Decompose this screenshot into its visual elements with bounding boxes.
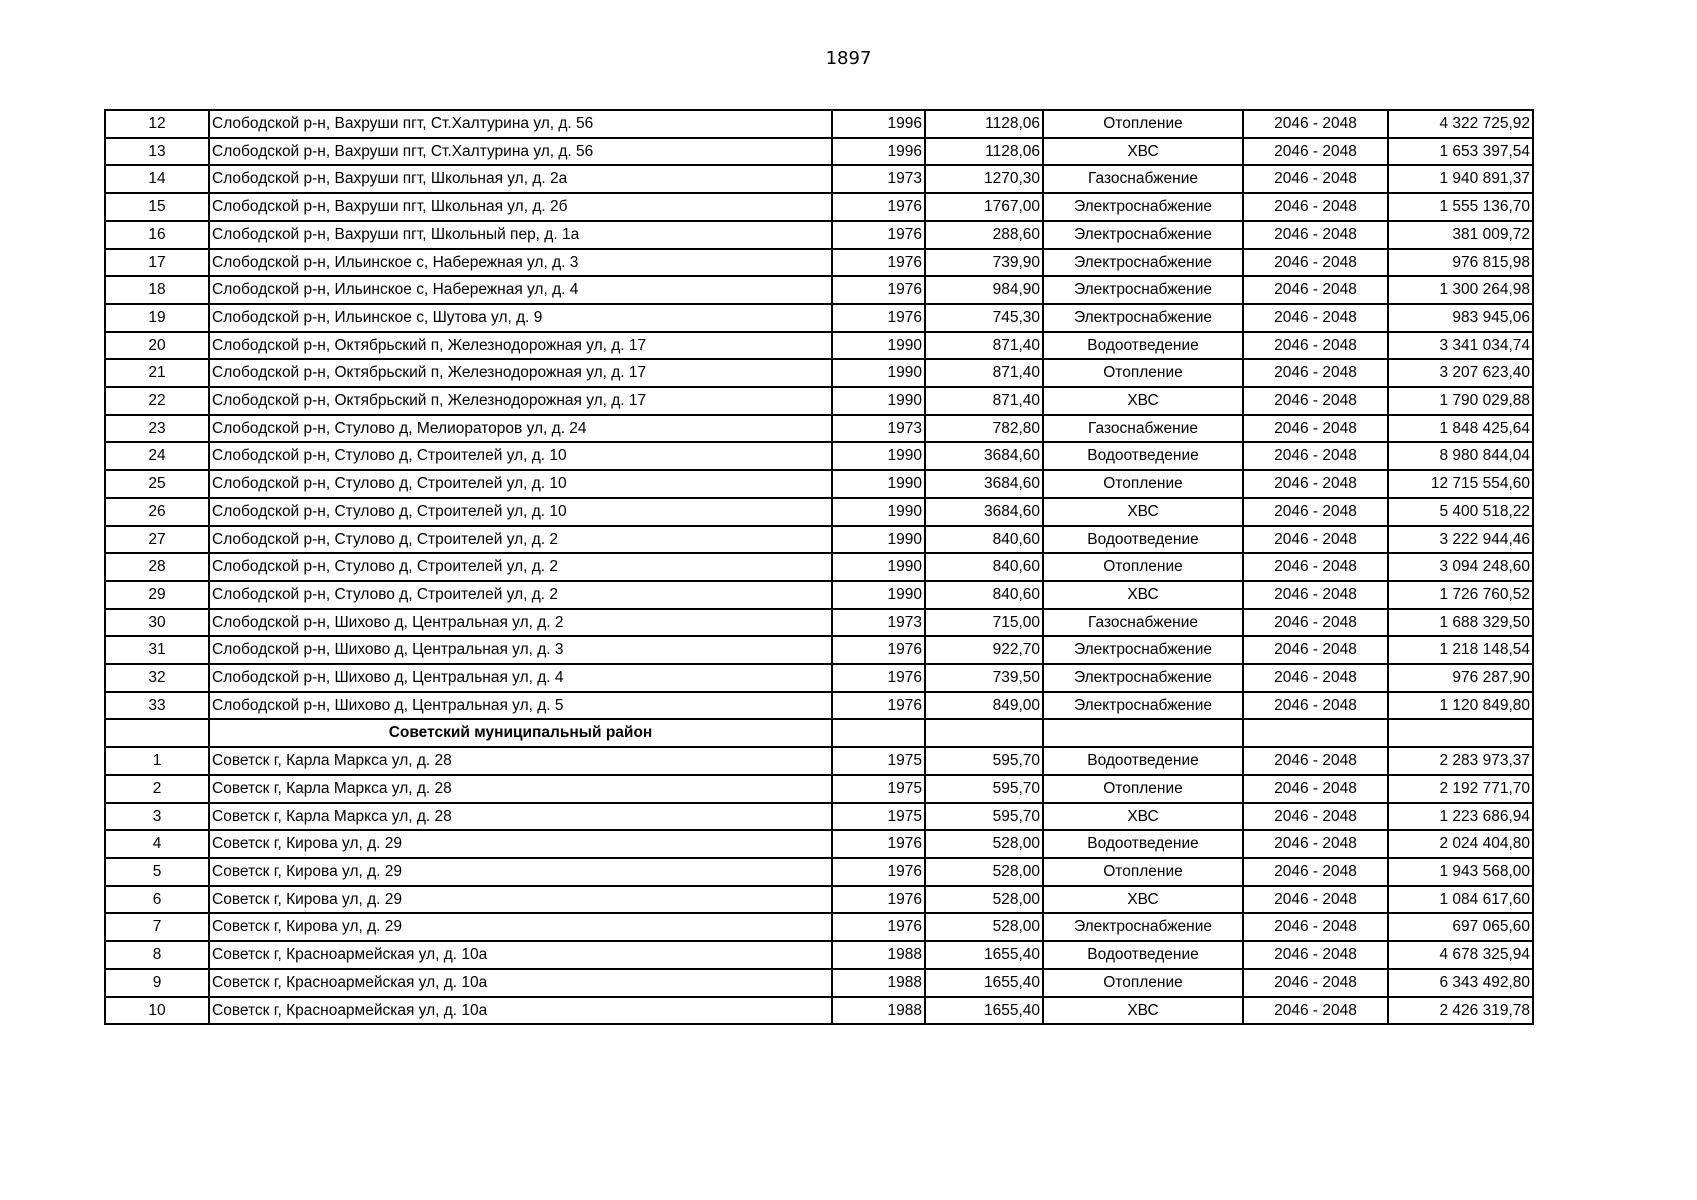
area-cell: 782,80 bbox=[925, 415, 1043, 443]
build-year-cell: 1976 bbox=[832, 221, 925, 249]
area-cell: 871,40 bbox=[925, 332, 1043, 360]
table-row bbox=[105, 387, 1533, 415]
build-year-cell: 1988 bbox=[832, 941, 925, 969]
work-type-cell: Электроснабжение bbox=[1043, 692, 1243, 720]
build-year-cell: 1996 bbox=[832, 138, 925, 166]
build-year-cell: 1990 bbox=[832, 359, 925, 387]
row-number bbox=[105, 719, 209, 747]
area-cell: 739,50 bbox=[925, 664, 1043, 692]
row-number: 7 bbox=[105, 913, 209, 941]
row-number: 10 bbox=[105, 997, 209, 1025]
work-type-cell: Газоснабжение bbox=[1043, 609, 1243, 637]
address-cell: Слободской р-н, Стулово д, Строителей ул, д. 10 bbox=[209, 470, 832, 498]
work-type-cell: Электроснабжение bbox=[1043, 193, 1243, 221]
build-year-cell: 1975 bbox=[832, 747, 925, 775]
period-cell: 2046 - 2048 bbox=[1243, 387, 1388, 415]
area-cell: 871,40 bbox=[925, 359, 1043, 387]
row-number: 19 bbox=[105, 304, 209, 332]
area-cell: 739,90 bbox=[925, 249, 1043, 277]
period-cell: 2046 - 2048 bbox=[1243, 498, 1388, 526]
cost-cell: 2 283 973,37 bbox=[1388, 747, 1533, 775]
table-row bbox=[105, 165, 1533, 193]
address-cell: Советск г, Кирова ул, д. 29 bbox=[209, 858, 832, 886]
build-year-cell: 1976 bbox=[832, 913, 925, 941]
table-row bbox=[105, 359, 1533, 387]
area-cell bbox=[925, 719, 1043, 747]
build-year-cell: 1976 bbox=[832, 886, 925, 914]
cost-cell: 12 715 554,60 bbox=[1388, 470, 1533, 498]
cost-cell: 3 207 623,40 bbox=[1388, 359, 1533, 387]
period-cell: 2046 - 2048 bbox=[1243, 969, 1388, 997]
address-cell: Слободской р-н, Стулово д, Строителей ул, д. 2 bbox=[209, 581, 832, 609]
address-cell: Советск г, Красноармейская ул, д. 10а bbox=[209, 969, 832, 997]
area-cell: 1270,30 bbox=[925, 165, 1043, 193]
cost-cell: 1 218 148,54 bbox=[1388, 636, 1533, 664]
table-row bbox=[105, 609, 1533, 637]
address-cell: Слободской р-н, Октябрьский п, Железнодорожная ул, д. 17 bbox=[209, 359, 832, 387]
table-row bbox=[105, 830, 1533, 858]
row-number: 20 bbox=[105, 332, 209, 360]
row-number: 27 bbox=[105, 526, 209, 554]
area-cell: 715,00 bbox=[925, 609, 1043, 637]
row-number: 23 bbox=[105, 415, 209, 443]
row-number: 3 bbox=[105, 803, 209, 831]
area-cell: 840,60 bbox=[925, 526, 1043, 554]
work-type-cell: Водоотведение bbox=[1043, 747, 1243, 775]
cost-cell: 3 341 034,74 bbox=[1388, 332, 1533, 360]
cost-cell: 2 024 404,80 bbox=[1388, 830, 1533, 858]
table-row bbox=[105, 636, 1533, 664]
work-type-cell: ХВС bbox=[1043, 803, 1243, 831]
period-cell: 2046 - 2048 bbox=[1243, 913, 1388, 941]
work-type-cell: Водоотведение bbox=[1043, 526, 1243, 554]
cost-cell: 1 943 568,00 bbox=[1388, 858, 1533, 886]
row-number: 1 bbox=[105, 747, 209, 775]
period-cell: 2046 - 2048 bbox=[1243, 165, 1388, 193]
row-number: 24 bbox=[105, 442, 209, 470]
work-type-cell: Отопление bbox=[1043, 470, 1243, 498]
cost-cell bbox=[1388, 719, 1533, 747]
table-row bbox=[105, 775, 1533, 803]
address-cell: Слободской р-н, Стулово д, Строителей ул, д. 2 bbox=[209, 526, 832, 554]
period-cell: 2046 - 2048 bbox=[1243, 304, 1388, 332]
section-title: Советский муниципальный район bbox=[209, 719, 832, 747]
area-cell: 528,00 bbox=[925, 858, 1043, 886]
cost-cell: 1 688 329,50 bbox=[1388, 609, 1533, 637]
table-row bbox=[105, 249, 1533, 277]
work-type-cell: Электроснабжение bbox=[1043, 276, 1243, 304]
cost-cell: 4 678 325,94 bbox=[1388, 941, 1533, 969]
period-cell: 2046 - 2048 bbox=[1243, 138, 1388, 166]
period-cell: 2046 - 2048 bbox=[1243, 193, 1388, 221]
build-year-cell: 1996 bbox=[832, 110, 925, 138]
period-cell: 2046 - 2048 bbox=[1243, 747, 1388, 775]
address-cell: Слободской р-н, Вахруши пгт, Ст.Халтурина ул, д. 56 bbox=[209, 110, 832, 138]
work-type-cell: Водоотведение bbox=[1043, 442, 1243, 470]
table-row bbox=[105, 221, 1533, 249]
cost-cell: 1 120 849,80 bbox=[1388, 692, 1533, 720]
period-cell: 2046 - 2048 bbox=[1243, 415, 1388, 443]
row-number: 9 bbox=[105, 969, 209, 997]
section-header-row bbox=[105, 719, 1533, 747]
row-number: 4 bbox=[105, 830, 209, 858]
table-row bbox=[105, 193, 1533, 221]
build-year-cell: 1976 bbox=[832, 664, 925, 692]
address-cell: Слободской р-н, Вахруши пгт, Школьная ул, д. 2а bbox=[209, 165, 832, 193]
build-year-cell: 1976 bbox=[832, 249, 925, 277]
area-cell: 984,90 bbox=[925, 276, 1043, 304]
cost-cell: 3 094 248,60 bbox=[1388, 553, 1533, 581]
cost-cell: 1 223 686,94 bbox=[1388, 803, 1533, 831]
period-cell bbox=[1243, 719, 1388, 747]
period-cell: 2046 - 2048 bbox=[1243, 442, 1388, 470]
work-type-cell: Отопление bbox=[1043, 359, 1243, 387]
period-cell: 2046 - 2048 bbox=[1243, 886, 1388, 914]
work-type-cell: Электроснабжение bbox=[1043, 249, 1243, 277]
address-cell: Советск г, Карла Маркса ул, д. 28 bbox=[209, 775, 832, 803]
cost-cell: 2 426 319,78 bbox=[1388, 997, 1533, 1025]
period-cell: 2046 - 2048 bbox=[1243, 221, 1388, 249]
address-cell: Слободской р-н, Шихово д, Центральная ул, д. 3 bbox=[209, 636, 832, 664]
period-cell: 2046 - 2048 bbox=[1243, 997, 1388, 1025]
area-cell: 849,00 bbox=[925, 692, 1043, 720]
cost-cell: 8 980 844,04 bbox=[1388, 442, 1533, 470]
period-cell: 2046 - 2048 bbox=[1243, 775, 1388, 803]
period-cell: 2046 - 2048 bbox=[1243, 332, 1388, 360]
period-cell: 2046 - 2048 bbox=[1243, 664, 1388, 692]
work-type-cell: Газоснабжение bbox=[1043, 165, 1243, 193]
area-cell: 528,00 bbox=[925, 886, 1043, 914]
row-number: 8 bbox=[105, 941, 209, 969]
table-row bbox=[105, 138, 1533, 166]
cost-cell: 1 555 136,70 bbox=[1388, 193, 1533, 221]
build-year-cell: 1976 bbox=[832, 830, 925, 858]
cost-cell: 983 945,06 bbox=[1388, 304, 1533, 332]
address-cell: Слободской р-н, Ильинское с, Набережная ул, д. 4 bbox=[209, 276, 832, 304]
row-number: 21 bbox=[105, 359, 209, 387]
build-year-cell: 1976 bbox=[832, 692, 925, 720]
table-row bbox=[105, 442, 1533, 470]
period-cell: 2046 - 2048 bbox=[1243, 941, 1388, 969]
area-cell: 595,70 bbox=[925, 775, 1043, 803]
address-cell: Советск г, Кирова ул, д. 29 bbox=[209, 830, 832, 858]
period-cell: 2046 - 2048 bbox=[1243, 803, 1388, 831]
table-row bbox=[105, 553, 1533, 581]
table-row bbox=[105, 304, 1533, 332]
build-year-cell: 1990 bbox=[832, 526, 925, 554]
build-year-cell: 1990 bbox=[832, 387, 925, 415]
table-row bbox=[105, 886, 1533, 914]
cost-cell: 4 322 725,92 bbox=[1388, 110, 1533, 138]
address-cell: Слободской р-н, Ильинское с, Набережная ул, д. 3 bbox=[209, 249, 832, 277]
table-row bbox=[105, 332, 1533, 360]
row-number: 13 bbox=[105, 138, 209, 166]
table-row bbox=[105, 526, 1533, 554]
area-cell: 840,60 bbox=[925, 553, 1043, 581]
area-cell: 745,30 bbox=[925, 304, 1043, 332]
period-cell: 2046 - 2048 bbox=[1243, 636, 1388, 664]
period-cell: 2046 - 2048 bbox=[1243, 830, 1388, 858]
build-year-cell: 1990 bbox=[832, 470, 925, 498]
cost-cell: 6 343 492,80 bbox=[1388, 969, 1533, 997]
work-type-cell bbox=[1043, 719, 1243, 747]
row-number: 18 bbox=[105, 276, 209, 304]
address-cell: Слободской р-н, Шихово д, Центральная ул, д. 4 bbox=[209, 664, 832, 692]
area-cell: 1767,00 bbox=[925, 193, 1043, 221]
cost-cell: 1 653 397,54 bbox=[1388, 138, 1533, 166]
table-row bbox=[105, 498, 1533, 526]
area-cell: 1655,40 bbox=[925, 997, 1043, 1025]
build-year-cell: 1990 bbox=[832, 332, 925, 360]
period-cell: 2046 - 2048 bbox=[1243, 249, 1388, 277]
build-year-cell: 1990 bbox=[832, 442, 925, 470]
area-cell: 1128,06 bbox=[925, 110, 1043, 138]
period-cell: 2046 - 2048 bbox=[1243, 581, 1388, 609]
cost-cell: 1 940 891,37 bbox=[1388, 165, 1533, 193]
cost-cell: 2 192 771,70 bbox=[1388, 775, 1533, 803]
build-year-cell: 1988 bbox=[832, 969, 925, 997]
row-number: 15 bbox=[105, 193, 209, 221]
build-year-cell: 1976 bbox=[832, 276, 925, 304]
work-type-cell: Водоотведение bbox=[1043, 830, 1243, 858]
address-cell: Слободской р-н, Ильинское с, Шутова ул, д. 9 bbox=[209, 304, 832, 332]
work-type-cell: ХВС bbox=[1043, 498, 1243, 526]
row-number: 33 bbox=[105, 692, 209, 720]
build-year-cell: 1973 bbox=[832, 415, 925, 443]
address-cell: Слободской р-н, Стулово д, Строителей ул, д. 10 bbox=[209, 442, 832, 470]
address-cell: Слободской р-н, Стулово д, Мелиораторов ул, д. 24 bbox=[209, 415, 832, 443]
cost-cell: 976 815,98 bbox=[1388, 249, 1533, 277]
table-row bbox=[105, 110, 1533, 138]
area-cell: 288,60 bbox=[925, 221, 1043, 249]
area-cell: 3684,60 bbox=[925, 498, 1043, 526]
cost-cell: 1 084 617,60 bbox=[1388, 886, 1533, 914]
build-year-cell: 1990 bbox=[832, 553, 925, 581]
area-cell: 528,00 bbox=[925, 830, 1043, 858]
work-type-cell: Отопление bbox=[1043, 858, 1243, 886]
table-row bbox=[105, 664, 1533, 692]
row-number: 6 bbox=[105, 886, 209, 914]
period-cell: 2046 - 2048 bbox=[1243, 359, 1388, 387]
address-cell: Советск г, Карла Маркса ул, д. 28 bbox=[209, 803, 832, 831]
cost-cell: 1 790 029,88 bbox=[1388, 387, 1533, 415]
area-cell: 528,00 bbox=[925, 913, 1043, 941]
area-cell: 922,70 bbox=[925, 636, 1043, 664]
build-year-cell: 1975 bbox=[832, 775, 925, 803]
row-number: 30 bbox=[105, 609, 209, 637]
address-cell: Слободской р-н, Шихово д, Центральная ул, д. 5 bbox=[209, 692, 832, 720]
work-type-cell: ХВС bbox=[1043, 138, 1243, 166]
area-cell: 1655,40 bbox=[925, 941, 1043, 969]
row-number: 16 bbox=[105, 221, 209, 249]
build-year-cell: 1973 bbox=[832, 609, 925, 637]
row-number: 14 bbox=[105, 165, 209, 193]
table-row bbox=[105, 747, 1533, 775]
work-type-cell: Водоотведение bbox=[1043, 332, 1243, 360]
work-type-cell: ХВС bbox=[1043, 581, 1243, 609]
row-number: 32 bbox=[105, 664, 209, 692]
address-cell: Слободской р-н, Вахруши пгт, Ст.Халтурина ул, д. 56 bbox=[209, 138, 832, 166]
table-row bbox=[105, 913, 1533, 941]
address-cell: Советск г, Кирова ул, д. 29 bbox=[209, 913, 832, 941]
table-row bbox=[105, 803, 1533, 831]
work-type-cell: Электроснабжение bbox=[1043, 636, 1243, 664]
work-type-cell: Газоснабжение bbox=[1043, 415, 1243, 443]
row-number: 17 bbox=[105, 249, 209, 277]
period-cell: 2046 - 2048 bbox=[1243, 553, 1388, 581]
build-year-cell: 1976 bbox=[832, 858, 925, 886]
address-cell: Слободской р-н, Стулово д, Строителей ул, д. 10 bbox=[209, 498, 832, 526]
area-cell: 595,70 bbox=[925, 803, 1043, 831]
table-row bbox=[105, 997, 1533, 1025]
work-type-cell: ХВС bbox=[1043, 886, 1243, 914]
table-row bbox=[105, 415, 1533, 443]
build-year-cell: 1990 bbox=[832, 581, 925, 609]
build-year-cell bbox=[832, 719, 925, 747]
work-type-cell: Отопление bbox=[1043, 775, 1243, 803]
period-cell: 2046 - 2048 bbox=[1243, 110, 1388, 138]
cost-cell: 1 300 264,98 bbox=[1388, 276, 1533, 304]
work-type-cell: ХВС bbox=[1043, 387, 1243, 415]
period-cell: 2046 - 2048 bbox=[1243, 692, 1388, 720]
cost-cell: 5 400 518,22 bbox=[1388, 498, 1533, 526]
row-number: 25 bbox=[105, 470, 209, 498]
table-row bbox=[105, 692, 1533, 720]
work-type-cell: Водоотведение bbox=[1043, 941, 1243, 969]
row-number: 22 bbox=[105, 387, 209, 415]
row-number: 5 bbox=[105, 858, 209, 886]
build-year-cell: 1976 bbox=[832, 193, 925, 221]
period-cell: 2046 - 2048 bbox=[1243, 276, 1388, 304]
address-cell: Слободской р-н, Вахруши пгт, Школьная ул, д. 2б bbox=[209, 193, 832, 221]
area-cell: 840,60 bbox=[925, 581, 1043, 609]
work-type-cell: Отопление bbox=[1043, 969, 1243, 997]
address-cell: Советск г, Красноармейская ул, д. 10а bbox=[209, 941, 832, 969]
table-row bbox=[105, 470, 1533, 498]
page-number: 1897 bbox=[825, 48, 872, 69]
cost-cell: 381 009,72 bbox=[1388, 221, 1533, 249]
build-year-cell: 1988 bbox=[832, 997, 925, 1025]
address-cell: Слободской р-н, Стулово д, Строителей ул, д. 2 bbox=[209, 553, 832, 581]
area-cell: 3684,60 bbox=[925, 470, 1043, 498]
table-row bbox=[105, 969, 1533, 997]
work-type-cell: Электроснабжение bbox=[1043, 221, 1243, 249]
area-cell: 3684,60 bbox=[925, 442, 1043, 470]
area-cell: 1128,06 bbox=[925, 138, 1043, 166]
period-cell: 2046 - 2048 bbox=[1243, 609, 1388, 637]
build-year-cell: 1975 bbox=[832, 803, 925, 831]
period-cell: 2046 - 2048 bbox=[1243, 470, 1388, 498]
address-cell: Слободской р-н, Вахруши пгт, Школьный пер, д. 1а bbox=[209, 221, 832, 249]
build-year-cell: 1976 bbox=[832, 304, 925, 332]
area-cell: 871,40 bbox=[925, 387, 1043, 415]
address-cell: Советск г, Кирова ул, д. 29 bbox=[209, 886, 832, 914]
work-type-cell: Электроснабжение bbox=[1043, 664, 1243, 692]
work-type-cell: Электроснабжение bbox=[1043, 304, 1243, 332]
address-cell: Советск г, Красноармейская ул, д. 10а bbox=[209, 997, 832, 1025]
cost-cell: 976 287,90 bbox=[1388, 664, 1533, 692]
work-type-cell: Отопление bbox=[1043, 110, 1243, 138]
repair-schedule-table bbox=[104, 109, 1534, 1025]
work-type-cell: Отопление bbox=[1043, 553, 1243, 581]
table-row bbox=[105, 581, 1533, 609]
work-type-cell: Электроснабжение bbox=[1043, 913, 1243, 941]
cost-cell: 1 726 760,52 bbox=[1388, 581, 1533, 609]
table-body bbox=[105, 110, 1533, 1024]
work-type-cell: ХВС bbox=[1043, 997, 1243, 1025]
area-cell: 1655,40 bbox=[925, 969, 1043, 997]
address-cell: Слободской р-н, Октябрьский п, Железнодорожная ул, д. 17 bbox=[209, 332, 832, 360]
row-number: 2 bbox=[105, 775, 209, 803]
table-row bbox=[105, 276, 1533, 304]
address-cell: Слободской р-н, Шихово д, Центральная ул, д. 2 bbox=[209, 609, 832, 637]
period-cell: 2046 - 2048 bbox=[1243, 858, 1388, 886]
cost-cell: 697 065,60 bbox=[1388, 913, 1533, 941]
build-year-cell: 1990 bbox=[832, 498, 925, 526]
area-cell: 595,70 bbox=[925, 747, 1043, 775]
table-row bbox=[105, 941, 1533, 969]
row-number: 29 bbox=[105, 581, 209, 609]
row-number: 12 bbox=[105, 110, 209, 138]
address-cell: Слободской р-н, Октябрьский п, Железнодорожная ул, д. 17 bbox=[209, 387, 832, 415]
address-cell: Советск г, Карла Маркса ул, д. 28 bbox=[209, 747, 832, 775]
row-number: 26 bbox=[105, 498, 209, 526]
period-cell: 2046 - 2048 bbox=[1243, 526, 1388, 554]
build-year-cell: 1976 bbox=[832, 636, 925, 664]
build-year-cell: 1973 bbox=[832, 165, 925, 193]
cost-cell: 3 222 944,46 bbox=[1388, 526, 1533, 554]
row-number: 28 bbox=[105, 553, 209, 581]
row-number: 31 bbox=[105, 636, 209, 664]
table-row bbox=[105, 858, 1533, 886]
cost-cell: 1 848 425,64 bbox=[1388, 415, 1533, 443]
